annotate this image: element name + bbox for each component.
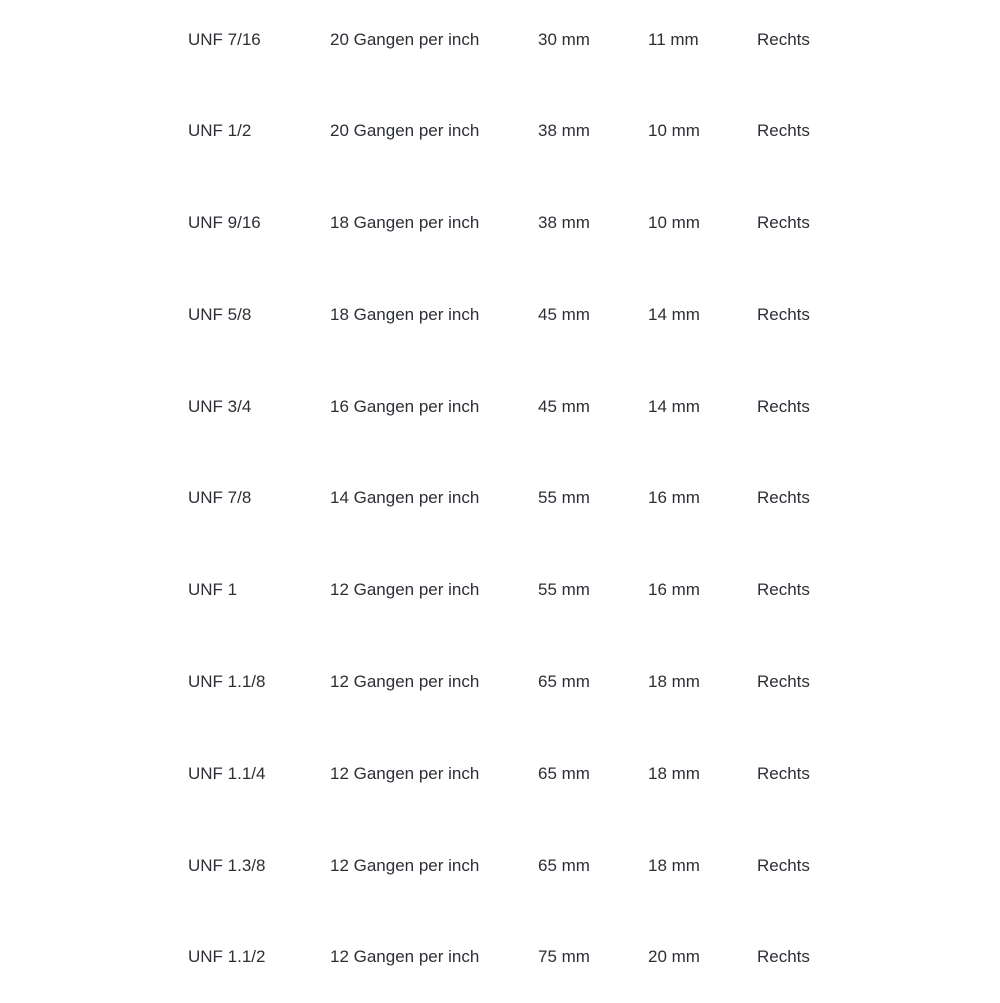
mm-value-1-cell: 30 mm [538,29,590,49]
mm-value-2-cell: 10 mm [648,121,700,141]
table-row [0,177,1000,269]
mm-value-2-cell: 18 mm [648,763,700,783]
thread-size-cell: UNF 5/8 [188,304,252,324]
mm-value-2-cell: 18 mm [648,855,700,875]
thread-size-cell: UNF 9/16 [188,213,261,233]
thread-size-cell: UNF 1 [188,580,238,600]
table-row [0,911,1000,1003]
direction-cell: Rechts [757,488,810,508]
mm-value-1-cell: 65 mm [538,672,590,692]
table-row [0,544,1000,636]
threads-per-inch-cell: 16 Gangen per inch [330,396,480,416]
mm-value-1-cell: 38 mm [538,121,590,141]
mm-value-1-cell: 55 mm [538,488,590,508]
mm-value-1-cell: 65 mm [538,855,590,875]
mm-value-2-cell: 16 mm [648,488,700,508]
thread-size-cell: UNF 1.1/2 [188,947,266,967]
mm-value-2-cell: 18 mm [648,672,700,692]
threads-per-inch-cell: 12 Gangen per inch [330,672,480,692]
mm-value-1-cell: 55 mm [538,580,590,600]
direction-cell: Rechts [757,396,810,416]
threads-per-inch-cell: 14 Gangen per inch [330,488,480,508]
direction-cell: Rechts [757,580,810,600]
mm-value-2-cell: 20 mm [648,947,700,967]
mm-value-1-cell: 45 mm [538,304,590,324]
table-row [0,819,1000,911]
mm-value-1-cell: 38 mm [538,213,590,233]
table-row [0,636,1000,728]
thread-size-cell: UNF 1/2 [188,121,252,141]
threads-per-inch-cell: 12 Gangen per inch [330,947,480,967]
thread-size-cell: UNF 1.1/8 [188,672,266,692]
direction-cell: Rechts [757,304,810,324]
threads-per-inch-cell: 18 Gangen per inch [330,213,480,233]
table-row [0,269,1000,361]
mm-value-2-cell: 14 mm [648,304,700,324]
direction-cell: Rechts [757,947,810,967]
direction-cell: Rechts [757,121,810,141]
mm-value-1-cell: 45 mm [538,396,590,416]
table-row [0,452,1000,544]
direction-cell: Rechts [757,763,810,783]
mm-value-2-cell: 16 mm [648,580,700,600]
thread-size-cell: UNF 3/4 [188,396,252,416]
table-row [0,0,1000,85]
mm-value-1-cell: 65 mm [538,763,590,783]
direction-cell: Rechts [757,213,810,233]
mm-value-2-cell: 10 mm [648,213,700,233]
table-row [0,727,1000,819]
thread-size-cell: UNF 7/8 [188,488,252,508]
threads-per-inch-cell: 18 Gangen per inch [330,304,480,324]
thread-size-cell: UNF 7/16 [188,29,261,49]
direction-cell: Rechts [757,672,810,692]
threads-per-inch-cell: 20 Gangen per inch [330,121,480,141]
mm-value-1-cell: 75 mm [538,947,590,967]
direction-cell: Rechts [757,29,810,49]
thread-size-cell: UNF 1.3/8 [188,855,266,875]
table-row [0,360,1000,452]
threads-per-inch-cell: 20 Gangen per inch [330,29,480,49]
direction-cell: Rechts [757,855,810,875]
threads-per-inch-cell: 12 Gangen per inch [330,763,480,783]
threads-per-inch-cell: 12 Gangen per inch [330,855,480,875]
table-row [0,85,1000,177]
thread-size-cell: UNF 1.1/4 [188,763,266,783]
mm-value-2-cell: 14 mm [648,396,700,416]
mm-value-2-cell: 11 mm [648,29,699,49]
threads-per-inch-cell: 12 Gangen per inch [330,580,480,600]
